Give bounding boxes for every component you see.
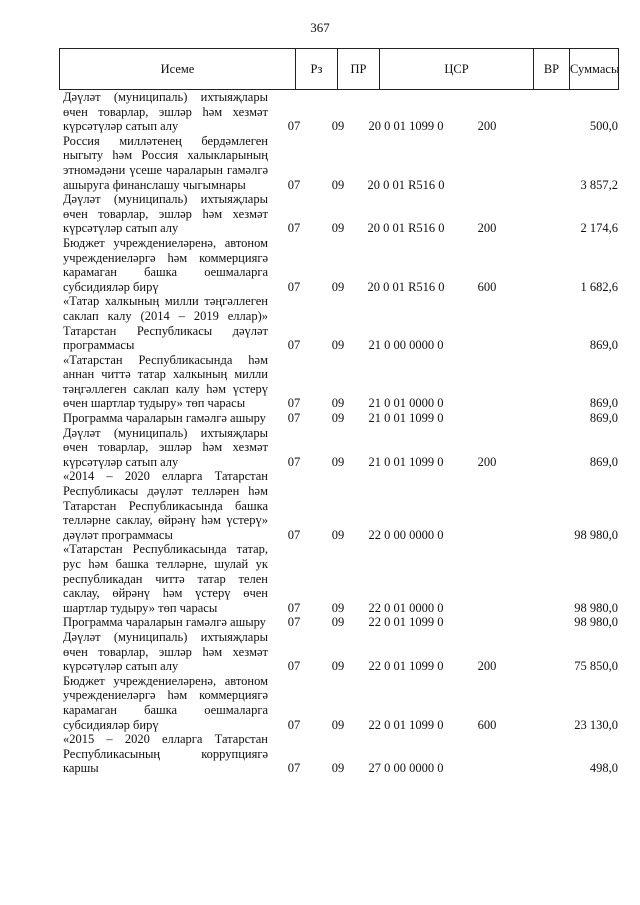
cell-pr: 09 [331, 717, 345, 732]
cell-sum: 98 980,0 [574, 615, 618, 630]
cell-name: Дәүләт (муниципаль) ихтыяҗлары өчен товарлар, эшләр һәм хезмәт күрсәтүләр сатып алу [63, 192, 268, 236]
cell-rz: 07 [287, 396, 301, 411]
cell-name: Дәүләт (муниципаль) ихтыяҗлары өчен товарлар, эшләр һәм хезмәт күрсәтүләр сатып алу [63, 425, 268, 469]
cell-name: Программа чараларын гамәлгә ашыру [63, 615, 266, 630]
cell-sum: 98 980,0 [574, 527, 618, 542]
cell-vr: 200 [477, 221, 497, 236]
cell-csr: 20 0 01 R516 0 [367, 279, 445, 294]
cell-vr: 200 [477, 454, 497, 469]
cell-pr: 09 [331, 527, 345, 542]
table-header [59, 48, 619, 90]
cell-sum: 869,0 [589, 338, 618, 353]
cell-pr: 09 [331, 177, 345, 192]
cell-rz: 07 [287, 279, 301, 294]
cell-name: Дәүләт (муниципаль) ихтыяҗлары өчен товарлар, эшләр һәм хезмәт күрсәтүләр сатып алу [63, 90, 268, 134]
cell-name: «Татарстан Республикасында татар, рус һәм башка телләрне, шулай ук республикадан читтә татар телен саклау, өйрәнү һәм үстерү өчен шартлар тудыру» төп чарасы [63, 542, 268, 615]
cell-rz: 07 [287, 761, 301, 776]
table-row [59, 294, 619, 352]
cell-csr: 27 0 00 0000 0 [368, 761, 444, 776]
cell-rz: 07 [287, 119, 301, 134]
cell-rz: 07 [287, 177, 301, 192]
cell-rz: 07 [287, 600, 301, 615]
header-name: Исеме [60, 49, 296, 89]
table-row [59, 353, 619, 411]
cell-name: Программа чараларын гамәлгә ашыру [63, 411, 266, 426]
cell-csr: 22 0 01 1099 0 [368, 615, 444, 630]
table-row [59, 192, 619, 236]
cell-csr: 22 0 01 0000 0 [368, 600, 444, 615]
cell-csr: 21 0 01 1099 0 [368, 411, 444, 426]
cell-csr: 21 0 00 0000 0 [368, 338, 444, 353]
cell-name: «Татар халкының милли тәңгәллеген саклап калу (2014 – 2019 еллар)» Татарстан Республикасы дәүләт программасы [63, 294, 268, 353]
cell-name: «2015 – 2020 елларга Татарстан Республикасының коррупциягә каршы [63, 732, 268, 776]
cell-pr: 09 [331, 600, 345, 615]
cell-rz: 07 [287, 527, 301, 542]
cell-rz: 07 [287, 659, 301, 674]
cell-rz: 07 [287, 615, 301, 630]
cell-pr: 09 [331, 454, 345, 469]
cell-rz: 07 [287, 411, 301, 426]
cell-pr: 09 [331, 338, 345, 353]
cell-sum: 869,0 [589, 396, 618, 411]
cell-sum: 2 174,6 [580, 221, 618, 236]
cell-sum: 1 682,6 [580, 279, 618, 294]
cell-csr: 22 0 01 1099 0 [368, 717, 444, 732]
table-row [59, 469, 619, 542]
cell-sum: 869,0 [589, 411, 618, 426]
cell-csr: 20 0 01 R516 0 [367, 177, 445, 192]
cell-pr: 09 [331, 615, 345, 630]
cell-name: Бюджет учреждениеләренә, автоном учреждениеләргә һәм коммерциягә карамаган башка оешмаларга субсидияләр бирү [63, 673, 268, 732]
table-row [59, 732, 619, 776]
cell-vr: 600 [477, 279, 497, 294]
header-csr: ЦСР [380, 49, 534, 89]
cell-sum: 75 850,0 [574, 659, 618, 674]
cell-csr: 21 0 01 1099 0 [368, 454, 444, 469]
cell-rz: 07 [287, 221, 301, 236]
cell-sum: 98 980,0 [574, 600, 618, 615]
cell-sum: 500,0 [589, 119, 618, 134]
cell-csr: 22 0 01 1099 0 [368, 659, 444, 674]
table-row [59, 674, 619, 732]
table-body [59, 90, 619, 776]
cell-name: «2014 – 2020 елларга Татарстан Республикасы дәүләт телләрен һәм Татарстан Республикасында башка телләрне саклау, өйрәнү һәм үстерү» дәүләт программасы [63, 469, 268, 542]
table-row [59, 90, 619, 134]
cell-name: «Татарстан Республикасында һәм аннан читтә татар халкының милли тәңгәллеген саклап калу һәм үстерү өчен шартлар тудыру» төп чарасы [63, 352, 268, 411]
cell-name: Россия милләтенең бердәмлеген ныгыту һәм Россия халыкларының этномәдәни үсеше чараларын гамәлгә ашыруга финанслашу чыгымнары [63, 133, 268, 192]
header-vr: ВР [534, 49, 570, 89]
cell-pr: 09 [331, 761, 345, 776]
table-row [59, 630, 619, 674]
cell-sum: 498,0 [589, 761, 618, 776]
cell-name: Бюджет учреждениеләренә, автоном учреждениеләргә һәм коммерциягә карамаган башка оешмаларга субсидияләр бирү [63, 235, 268, 294]
cell-rz: 07 [287, 454, 301, 469]
cell-pr: 09 [331, 119, 345, 134]
cell-pr: 09 [331, 221, 345, 236]
cell-vr: 200 [477, 659, 497, 674]
cell-sum: 23 130,0 [574, 717, 618, 732]
cell-csr: 20 0 01 R516 0 [367, 221, 445, 236]
cell-pr: 09 [331, 659, 345, 674]
header-rz: Рз [296, 49, 338, 89]
cell-csr: 20 0 01 1099 0 [368, 119, 444, 134]
cell-vr: 600 [477, 717, 497, 732]
cell-name: Дәүләт (муниципаль) ихтыяҗлары өчен товарлар, эшләр һәм хезмәт күрсәтүләр сатып алу [63, 629, 268, 674]
cell-csr: 22 0 00 0000 0 [368, 527, 444, 542]
cell-pr: 09 [331, 411, 345, 426]
page-number: 367 [310, 20, 330, 35]
table-row [59, 236, 619, 294]
cell-sum: 3 857,2 [580, 177, 618, 192]
table-row [59, 411, 619, 426]
cell-pr: 09 [331, 279, 345, 294]
table-row [59, 426, 619, 470]
header-sum: Суммасы [570, 62, 620, 76]
table-row [59, 134, 619, 192]
cell-vr: 200 [477, 119, 497, 134]
budget-table [59, 48, 619, 776]
header-pr: ПР [338, 49, 380, 89]
cell-pr: 09 [331, 396, 345, 411]
cell-sum: 869,0 [589, 454, 618, 469]
table-row [59, 542, 619, 615]
cell-rz: 07 [287, 338, 301, 353]
cell-csr: 21 0 01 0000 0 [368, 396, 444, 411]
table-row [59, 615, 619, 630]
cell-rz: 07 [287, 717, 301, 732]
